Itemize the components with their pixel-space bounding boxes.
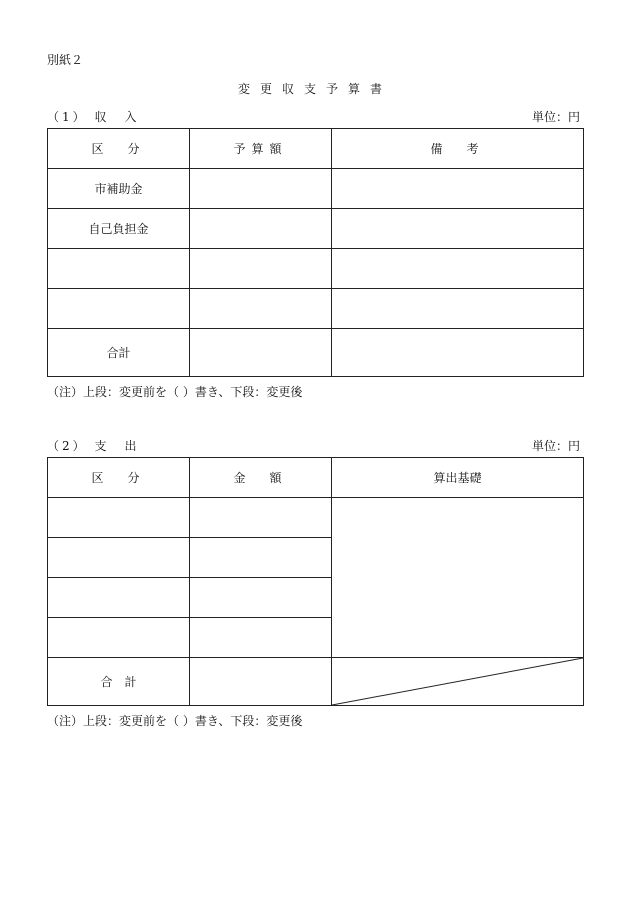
expense-row-amount[interactable] (190, 538, 332, 578)
expense-note: （注）上段：変更前を（ ）書き、下段：変更後 (47, 714, 303, 728)
expense-row-amount[interactable] (190, 618, 332, 658)
income-row-category[interactable]: 市補助金 (48, 169, 190, 209)
expense-total-row (48, 658, 584, 706)
income-total-amount[interactable] (190, 329, 332, 377)
expense-row-category[interactable] (48, 538, 190, 578)
income-row-remarks[interactable] (332, 169, 584, 209)
expense-section-title: （2） 支 出 (47, 439, 140, 453)
expense-header-amount: 金 額 (190, 458, 332, 498)
income-row-remarks[interactable] (332, 249, 584, 289)
income-row-category[interactable] (48, 249, 190, 289)
expense-row-category[interactable] (48, 618, 190, 658)
table-row (48, 209, 584, 249)
income-row-category[interactable]: 自己負担金 (48, 209, 190, 249)
expense-header-row (48, 458, 584, 498)
table-row (48, 289, 584, 329)
income-header-category: 区 分 (48, 129, 190, 169)
income-header-budget: 予算額 (190, 129, 332, 169)
income-header-remarks: 備 考 (332, 129, 584, 169)
income-row-amount[interactable] (190, 289, 332, 329)
income-row-amount[interactable] (190, 209, 332, 249)
expense-header-basis: 算出基礎 (332, 458, 584, 498)
income-row-amount[interactable] (190, 169, 332, 209)
income-row-remarks[interactable] (332, 289, 584, 329)
attachment-label: 別紙２ (47, 53, 84, 67)
document-title: 変更収支予算書 (237, 82, 392, 96)
income-table (47, 128, 584, 377)
expense-total-amount[interactable] (190, 658, 332, 706)
income-total-row (48, 329, 584, 377)
expense-row-amount[interactable] (190, 578, 332, 618)
income-unit-label: 単位：円 (531, 110, 580, 124)
table-row (48, 169, 584, 209)
table-row (48, 498, 584, 538)
diagonal-strike-line (332, 658, 583, 705)
income-row-remarks[interactable] (332, 209, 584, 249)
expense-unit-label: 単位：円 (531, 439, 580, 453)
income-section-title: （1） 収 入 (47, 110, 140, 124)
income-row-amount[interactable] (190, 249, 332, 289)
expense-calculation-basis-cell[interactable] (332, 498, 584, 658)
table-row (48, 249, 584, 289)
income-note: （注）上段：変更前を（ ）書き、下段：変更後 (47, 385, 303, 399)
expense-row-category[interactable] (48, 498, 190, 538)
expense-table (47, 457, 584, 706)
expense-header-category: 区 分 (48, 458, 190, 498)
expense-total-label: 合 計 (48, 658, 190, 706)
income-total-label: 合計 (48, 329, 190, 377)
expense-row-category[interactable] (48, 578, 190, 618)
income-row-category[interactable] (48, 289, 190, 329)
income-total-remarks[interactable] (332, 329, 584, 377)
expense-total-diagonal-cell (332, 658, 584, 706)
expense-row-amount[interactable] (190, 498, 332, 538)
income-header-row (48, 129, 584, 169)
